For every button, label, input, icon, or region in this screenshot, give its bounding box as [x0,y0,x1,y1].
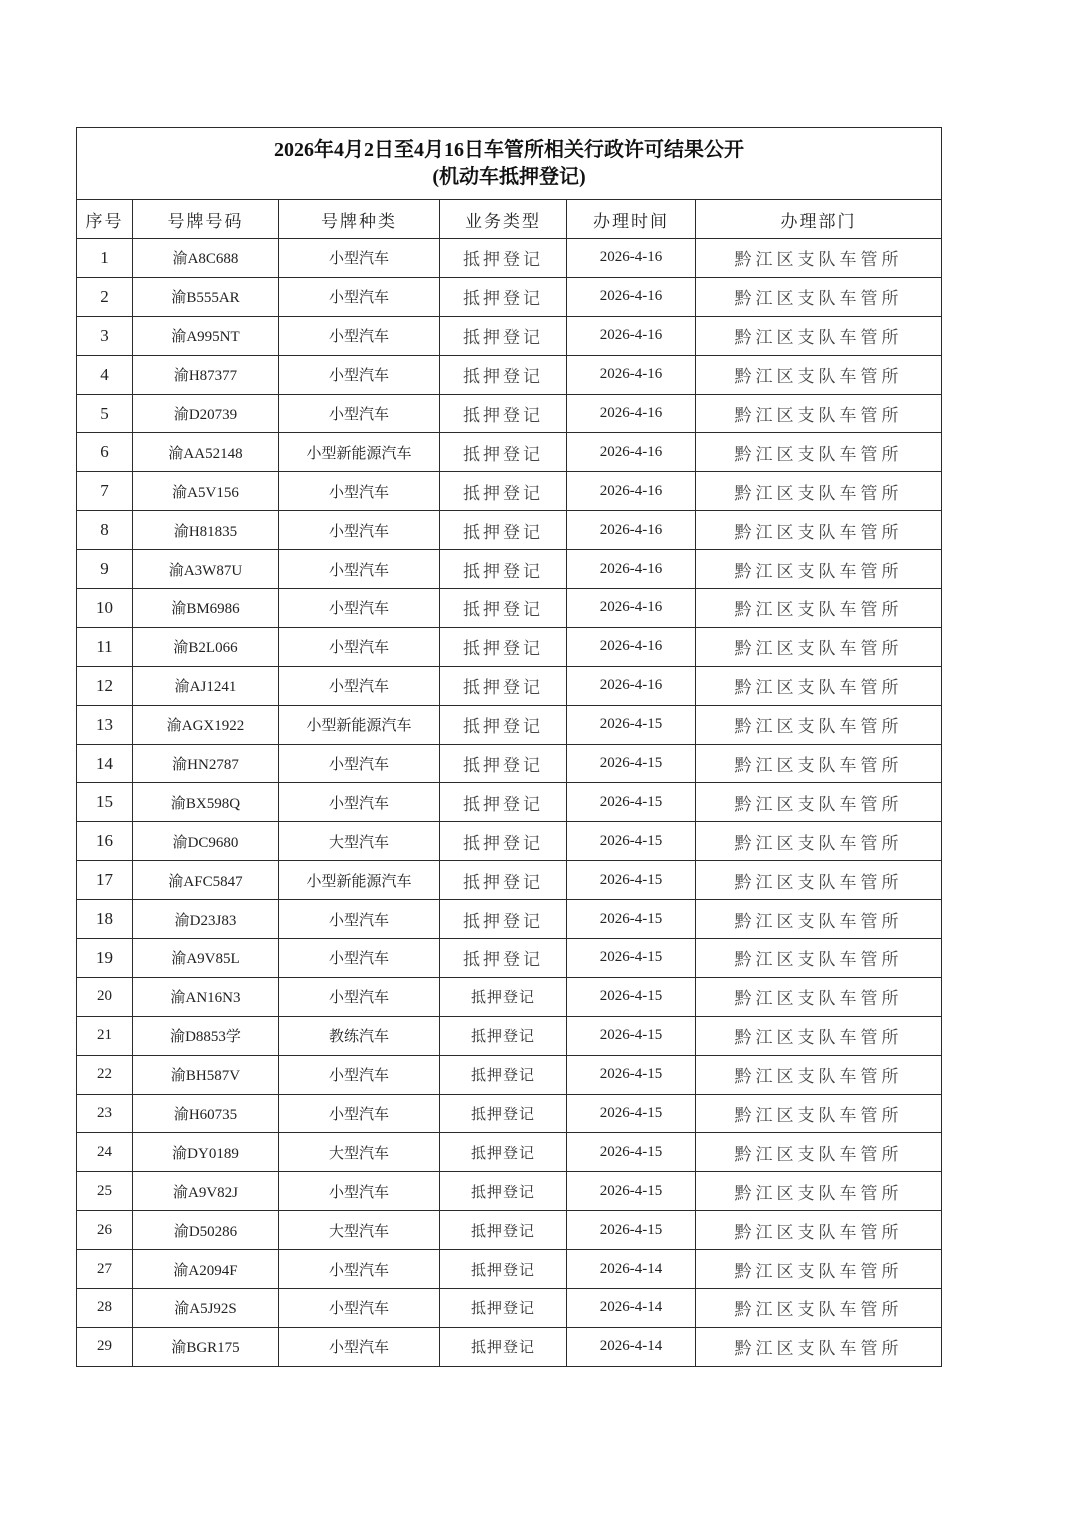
table-row [77,666,942,705]
cell-plate-number: 渝A995NT [133,316,279,355]
cell-plate-type: 小型汽车 [279,627,440,666]
cell-business-type: 抵押登记 [440,977,567,1016]
cell-process-date: 2026-4-15 [567,705,696,744]
cell-business-type: 抵押登记 [440,316,567,355]
cell-plate-type: 小型汽车 [279,1250,440,1289]
table-row [77,1172,942,1211]
cell-plate-type: 小型新能源汽车 [279,705,440,744]
cell-serial: 25 [77,1172,133,1211]
cell-plate-type: 小型汽车 [279,744,440,783]
cell-serial: 5 [77,394,133,433]
table-row [77,511,942,550]
table-row [77,1211,942,1250]
cell-serial: 13 [77,705,133,744]
cell-plate-type: 小型汽车 [279,394,440,433]
cell-business-type: 抵押登记 [440,550,567,589]
cell-department: 黔江区支队车管所 [696,433,942,472]
cell-process-date: 2026-4-16 [567,550,696,589]
cell-process-date: 2026-4-15 [567,1172,696,1211]
cell-business-type: 抵押登记 [440,394,567,433]
cell-serial: 23 [77,1094,133,1133]
cell-plate-number: 渝H87377 [133,355,279,394]
title-line-2: (机动车抵押登记) [432,165,586,188]
cell-business-type: 抵押登记 [440,1172,567,1211]
cell-process-date: 2026-4-16 [567,472,696,511]
cell-department: 黔江区支队车管所 [696,627,942,666]
cell-plate-number: 渝A2094F [133,1250,279,1289]
cell-process-date: 2026-4-15 [567,1094,696,1133]
cell-process-date: 2026-4-15 [567,939,696,978]
table-row [77,900,942,939]
cell-department: 黔江区支队车管所 [696,239,942,278]
cell-plate-type: 大型汽车 [279,822,440,861]
cell-department: 黔江区支队车管所 [696,977,942,1016]
cell-process-date: 2026-4-14 [567,1250,696,1289]
cell-plate-number: 渝A5J92S [133,1289,279,1328]
cell-serial: 2 [77,277,133,316]
cell-serial: 1 [77,239,133,278]
cell-process-date: 2026-4-15 [567,783,696,822]
cell-business-type: 抵押登记 [440,239,567,278]
cell-process-date: 2026-4-16 [567,433,696,472]
cell-business-type: 抵押登记 [440,1327,567,1366]
cell-department: 黔江区支队车管所 [696,589,942,628]
cell-business-type: 抵押登记 [440,1250,567,1289]
cell-process-date: 2026-4-15 [567,1133,696,1172]
header-plate-number: 号牌号码 [133,200,279,239]
cell-business-type: 抵押登记 [440,1094,567,1133]
cell-department: 黔江区支队车管所 [696,666,942,705]
cell-department: 黔江区支队车管所 [696,1055,942,1094]
cell-process-date: 2026-4-15 [567,1055,696,1094]
cell-department: 黔江区支队车管所 [696,1172,942,1211]
cell-department: 黔江区支队车管所 [696,1016,942,1055]
cell-serial: 9 [77,550,133,589]
cell-plate-type: 小型新能源汽车 [279,861,440,900]
cell-plate-type: 小型汽车 [279,316,440,355]
table-row [77,1327,942,1366]
cell-plate-number: 渝A8C688 [133,239,279,278]
cell-plate-type: 小型汽车 [279,1094,440,1133]
table-row [77,783,942,822]
cell-process-date: 2026-4-14 [567,1327,696,1366]
cell-plate-type: 小型汽车 [279,511,440,550]
table-row [77,589,942,628]
cell-plate-type: 小型汽车 [279,939,440,978]
cell-plate-number: 渝AJ1241 [133,666,279,705]
cell-process-date: 2026-4-16 [567,239,696,278]
cell-business-type: 抵押登记 [440,1289,567,1328]
title-line-1: 2026年4月2日至4月16日车管所相关行政许可结果公开 [274,138,744,161]
cell-plate-type: 大型汽车 [279,1133,440,1172]
cell-serial: 14 [77,744,133,783]
cell-serial: 8 [77,511,133,550]
cell-department: 黔江区支队车管所 [696,316,942,355]
cell-business-type: 抵押登记 [440,861,567,900]
cell-plate-number: 渝DY0189 [133,1133,279,1172]
results-table [76,127,942,1367]
table-row [77,744,942,783]
cell-plate-number: 渝H81835 [133,511,279,550]
cell-serial: 21 [77,1016,133,1055]
cell-serial: 24 [77,1133,133,1172]
cell-serial: 15 [77,783,133,822]
table-row [77,822,942,861]
cell-department: 黔江区支队车管所 [696,1094,942,1133]
cell-process-date: 2026-4-16 [567,394,696,433]
cell-department: 黔江区支队车管所 [696,783,942,822]
cell-serial: 12 [77,666,133,705]
cell-business-type: 抵押登记 [440,277,567,316]
cell-business-type: 抵押登记 [440,472,567,511]
cell-serial: 10 [77,589,133,628]
cell-business-type: 抵押登记 [440,1211,567,1250]
cell-plate-type: 小型汽车 [279,239,440,278]
cell-process-date: 2026-4-15 [567,822,696,861]
table-row [77,239,942,278]
cell-plate-number: 渝HN2787 [133,744,279,783]
cell-plate-type: 小型汽车 [279,472,440,511]
cell-serial: 11 [77,627,133,666]
cell-plate-number: 渝DC9680 [133,822,279,861]
table-row [77,627,942,666]
cell-plate-number: 渝D8853学 [133,1016,279,1055]
cell-process-date: 2026-4-16 [567,277,696,316]
header-department: 办理部门 [696,200,942,239]
cell-serial: 29 [77,1327,133,1366]
cell-department: 黔江区支队车管所 [696,822,942,861]
cell-business-type: 抵押登记 [440,433,567,472]
table-row [77,277,942,316]
cell-process-date: 2026-4-15 [567,1211,696,1250]
cell-plate-number: 渝BH587V [133,1055,279,1094]
cell-plate-type: 小型汽车 [279,900,440,939]
cell-plate-type: 小型汽车 [279,783,440,822]
cell-business-type: 抵押登记 [440,511,567,550]
cell-plate-number: 渝A9V82J [133,1172,279,1211]
cell-plate-number: 渝BX598Q [133,783,279,822]
cell-plate-number: 渝D23J83 [133,900,279,939]
cell-plate-type: 小型汽车 [279,977,440,1016]
cell-plate-type: 小型汽车 [279,550,440,589]
cell-department: 黔江区支队车管所 [696,472,942,511]
cell-plate-type: 小型汽车 [279,666,440,705]
cell-plate-type: 教练汽车 [279,1016,440,1055]
cell-department: 黔江区支队车管所 [696,550,942,589]
cell-plate-number: 渝A5V156 [133,472,279,511]
header-plate-type: 号牌种类 [279,200,440,239]
cell-business-type: 抵押登记 [440,1016,567,1055]
cell-department: 黔江区支队车管所 [696,900,942,939]
cell-serial: 26 [77,1211,133,1250]
cell-plate-number: 渝AGX1922 [133,705,279,744]
table-row [77,394,942,433]
cell-business-type: 抵押登记 [440,822,567,861]
table-row [77,550,942,589]
cell-process-date: 2026-4-14 [567,1289,696,1328]
cell-serial: 3 [77,316,133,355]
table-row [77,1133,942,1172]
cell-plate-type: 小型新能源汽车 [279,433,440,472]
cell-business-type: 抵押登记 [440,1133,567,1172]
table-row [77,1016,942,1055]
cell-serial: 18 [77,900,133,939]
cell-plate-type: 小型汽车 [279,1055,440,1094]
table-row [77,1289,942,1328]
cell-department: 黔江区支队车管所 [696,861,942,900]
cell-plate-number: 渝A3W87U [133,550,279,589]
cell-plate-number: 渝D50286 [133,1211,279,1250]
cell-process-date: 2026-4-16 [567,316,696,355]
cell-department: 黔江区支队车管所 [696,1289,942,1328]
cell-serial: 7 [77,472,133,511]
cell-serial: 27 [77,1250,133,1289]
table-row [77,433,942,472]
cell-business-type: 抵押登记 [440,1055,567,1094]
cell-plate-number: 渝AFC5847 [133,861,279,900]
cell-process-date: 2026-4-15 [567,861,696,900]
cell-serial: 17 [77,861,133,900]
cell-plate-number: 渝BM6986 [133,589,279,628]
cell-plate-type: 小型汽车 [279,589,440,628]
table-title [77,128,942,200]
cell-business-type: 抵押登记 [440,783,567,822]
cell-plate-type: 小型汽车 [279,355,440,394]
cell-serial: 6 [77,433,133,472]
cell-process-date: 2026-4-16 [567,666,696,705]
cell-serial: 4 [77,355,133,394]
table-row [77,1094,942,1133]
cell-process-date: 2026-4-15 [567,744,696,783]
cell-department: 黔江区支队车管所 [696,1133,942,1172]
cell-serial: 28 [77,1289,133,1328]
cell-business-type: 抵押登记 [440,589,567,628]
cell-department: 黔江区支队车管所 [696,1211,942,1250]
cell-department: 黔江区支队车管所 [696,744,942,783]
table-row [77,977,942,1016]
cell-plate-type: 小型汽车 [279,1172,440,1211]
table-body [77,239,942,1367]
cell-plate-number: 渝AN16N3 [133,977,279,1016]
table-row [77,1055,942,1094]
table-row [77,1250,942,1289]
cell-process-date: 2026-4-16 [567,627,696,666]
cell-department: 黔江区支队车管所 [696,511,942,550]
cell-serial: 19 [77,939,133,978]
cell-plate-number: 渝BGR175 [133,1327,279,1366]
cell-process-date: 2026-4-16 [567,355,696,394]
cell-department: 黔江区支队车管所 [696,277,942,316]
header-business-type: 业务类型 [440,200,567,239]
cell-department: 黔江区支队车管所 [696,705,942,744]
cell-department: 黔江区支队车管所 [696,355,942,394]
cell-process-date: 2026-4-15 [567,1016,696,1055]
cell-business-type: 抵押登记 [440,705,567,744]
cell-process-date: 2026-4-16 [567,511,696,550]
table-row [77,939,942,978]
cell-department: 黔江区支队车管所 [696,939,942,978]
cell-process-date: 2026-4-16 [567,589,696,628]
table-row [77,861,942,900]
cell-plate-type: 小型汽车 [279,277,440,316]
table-row [77,472,942,511]
cell-plate-number: 渝D20739 [133,394,279,433]
cell-business-type: 抵押登记 [440,900,567,939]
cell-business-type: 抵押登记 [440,666,567,705]
cell-plate-number: 渝B2L066 [133,627,279,666]
table-row [77,705,942,744]
cell-process-date: 2026-4-15 [567,977,696,1016]
cell-serial: 16 [77,822,133,861]
header-row [77,200,942,239]
cell-serial: 20 [77,977,133,1016]
table-row [77,355,942,394]
cell-department: 黔江区支队车管所 [696,1250,942,1289]
cell-plate-number: 渝H60735 [133,1094,279,1133]
header-process-date: 办理时间 [567,200,696,239]
cell-business-type: 抵押登记 [440,627,567,666]
cell-business-type: 抵押登记 [440,939,567,978]
cell-plate-number: 渝AA52148 [133,433,279,472]
header-serial: 序号 [77,200,133,239]
cell-plate-type: 小型汽车 [279,1327,440,1366]
cell-plate-number: 渝B555AR [133,277,279,316]
cell-department: 黔江区支队车管所 [696,1327,942,1366]
cell-department: 黔江区支队车管所 [696,394,942,433]
cell-plate-type: 小型汽车 [279,1289,440,1328]
cell-business-type: 抵押登记 [440,744,567,783]
cell-business-type: 抵押登记 [440,355,567,394]
table-row [77,316,942,355]
cell-serial: 22 [77,1055,133,1094]
cell-plate-number: 渝A9V85L [133,939,279,978]
cell-process-date: 2026-4-15 [567,900,696,939]
cell-plate-type: 大型汽车 [279,1211,440,1250]
